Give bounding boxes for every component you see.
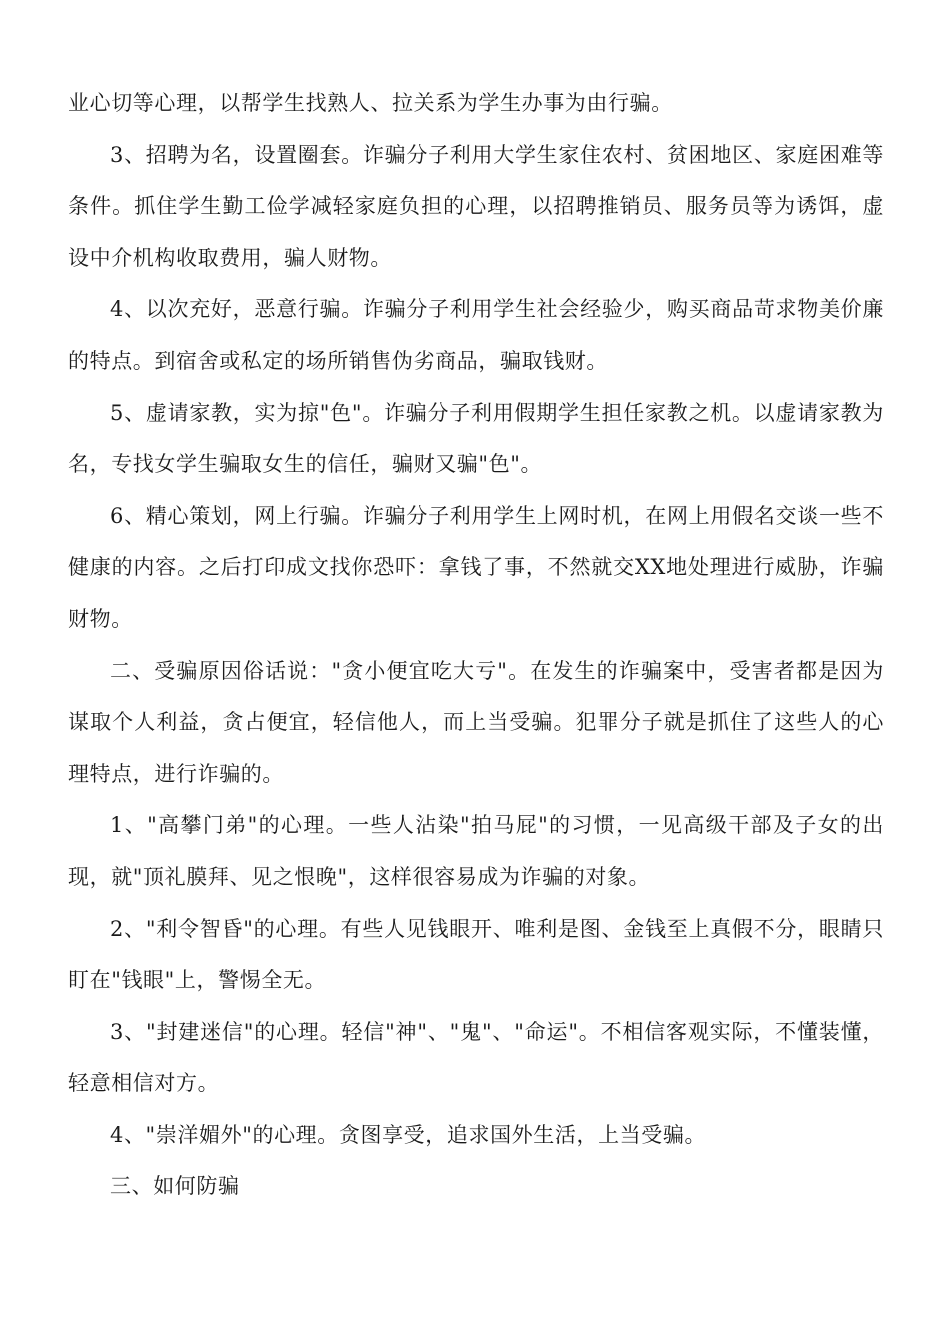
paragraph-continuation: 业心切等心理，以帮学生找熟人、拉关系为学生办事为由行骗。 [68,91,673,115]
paragraph-inferior-goods-scam: 4、以次充好，恶意行骗。诈骗分子利用学生社会经验少，购买商品苛求物美价廉的特点。到宿舍或私定的场所销售伪劣商品，骗取钱财。 [68,297,884,373]
paragraph-section-two-heading: 二、受骗原因俗话说："贪小便宜吃大亏"。在发生的诈骗案中，受害者都是因为谋取个人利益，贪占便宜，轻信他人，而上当受骗。犯罪分子就是抓住了这些人的心理特点，进行诈骗的。 [68,658,884,786]
paragraph-reason-3: 3、"封建迷信"的心理。轻信"神"、"鬼"、"命运"。不相信客观实际，不懂装懂，轻意相信对方。 [68,1019,884,1096]
paragraph-recruitment-scam: 3、招聘为名，设置圈套。诈骗分子利用大学生家住农村、贫困地区、家庭困难等条件。抓住学生勤工俭学减轻家庭负担的心理，以招聘推销员、服务员等为诱饵，虚设中介机构收取费用，骗人财物。 [68,142,884,270]
section-three-heading: 三、如何防骗 [110,1174,240,1199]
paragraph-reason-1: 1、"高攀门弟"的心理。一些人沾染"拍马屁"的习惯，一见高级干部及子女的出现，就"顶礼膜拜、见之恨晚"，这样很容易成为诈骗的对象。 [68,813,884,889]
paragraph-reason-2: 2、"利令智昏"的心理。有些人见钱眼开、唯利是图、金钱至上真假不分，眼睛只盯在"钱眼"上，警惕全无。 [68,916,884,993]
paragraph-tutoring-scam: 5、虚请家教，实为掠"色"。诈骗分子利用假期学生担任家教之机。以虚请家教为名，专找女学生骗取女生的信任，骗财又骗"色"。 [68,400,884,477]
paragraph-reason-4: 4、"崇洋媚外"的心理。贪图享受，追求国外生活，上当受骗。 [110,1122,707,1147]
paragraph-online-scam: 6、精心策划，网上行骗。诈骗分子利用学生上网时机，在网上用假名交谈一些不健康的内容。之后打印成文找你恐吓：拿钱了事，不然就交XX地处理进行威胁，诈骗财物。 [68,503,884,631]
document-body [68,78,884,1213]
